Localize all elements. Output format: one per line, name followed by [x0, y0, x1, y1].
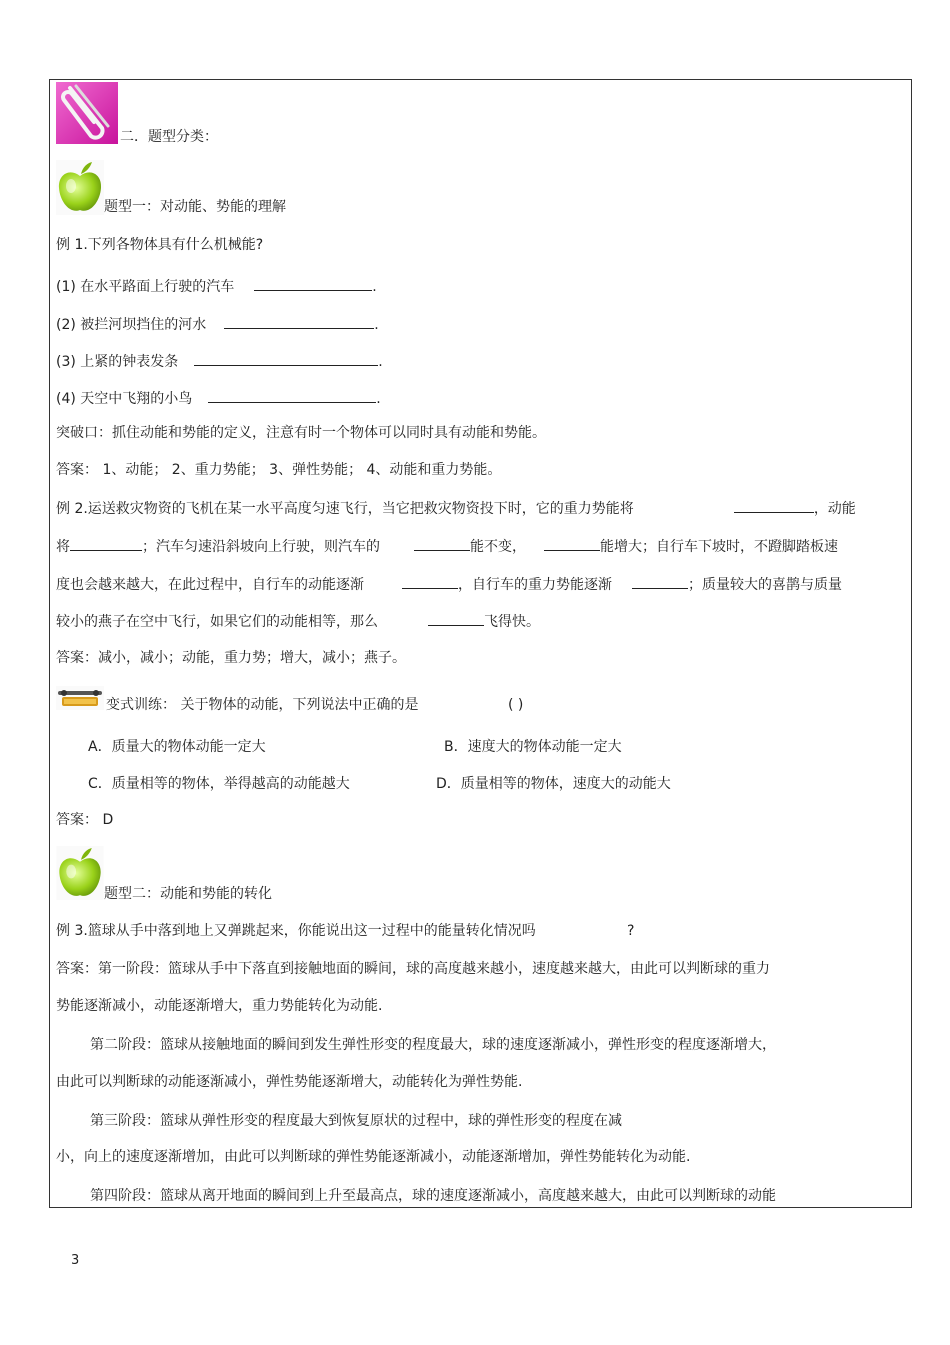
apple-icon [56, 160, 104, 215]
skateboard-icon [56, 686, 104, 710]
answer3-line-4: 由此可以判断球的动能逐渐减小，弹性势能逐渐增大，动能转化为弹性势能. [56, 1074, 523, 1090]
type2-title: 题型二：动能和势能的转化 [104, 886, 272, 902]
answer-1: 答案： 1、动能； 2、重力势能； 3、弹性势能； 4、动能和重力势能。 [56, 462, 502, 478]
type1-title: 题型一：对动能、势能的理解 [104, 199, 286, 215]
answer3-line-2: 势能逐渐减小，动能逐渐增大，重力势能转化为动能. [56, 998, 383, 1014]
option-b: B．速度大的物体动能一定大 [444, 739, 622, 755]
option-c: C．质量相等的物体，举得越高的动能越大 [88, 776, 350, 792]
variant-answer: 答案： D [56, 812, 114, 828]
example1-item-1: (1) 在水平路面上行驶的汽车 . [56, 276, 377, 296]
example2-line-1: 例 2.运送救灾物资的飞机在某一水平高度匀速飞行，当它把救灾物资投下时，它的重力势能将 ，动能 [56, 498, 856, 518]
answer-2: 答案：减小，减小；动能，重力势；增大，减小；燕子。 [56, 650, 406, 666]
answer3-line-6: 小，向上的速度逐渐增加，由此可以判断球的弹性势能逐渐减小，动能逐渐增加，弹性势能转化为动能. [56, 1149, 691, 1165]
paperclip-icon [56, 82, 118, 144]
example3-question: 例 3.篮球从手中落到地上又弹跳起来，你能说出这一过程中的能量转化情况吗 [56, 923, 536, 939]
example2-line-3: 度也会越来越大，在此过程中，自行车的动能逐渐 ，自行车的重力势能逐渐 ；质量较大的喜鹊与质量 [56, 574, 842, 594]
example2-line-2: 将 ；汽车匀速沿斜坡向上行驶，则汽车的 能不变， 能增大；自行车下坡时，不蹬脚踏板速 [56, 536, 838, 556]
example1-question: 例 1.下列各物体具有什么机械能? [56, 237, 264, 253]
breakthrough-text: 突破口：抓住动能和势能的定义，注意有时一个物体可以同时具有动能和势能。 [56, 425, 546, 441]
variant-question: 变式训练： 关于物体的动能，下列说法中正确的是 [106, 697, 419, 713]
answer3-line-7: 第四阶段：篮球从离开地面的瞬间到上升至最高点，球的速度逐渐减小，高度越来越大，由此可以判断球的动能 [90, 1188, 776, 1204]
page-number: 3 [71, 1253, 80, 1268]
example2-line-4: 较小的燕子在空中飞行，如果它们的动能相等，那么 飞得快。 [56, 611, 540, 631]
variant-answer-paren: ( ) [508, 697, 524, 713]
answer3-line-5: 第三阶段：篮球从弹性形变的程度最大到恢复原状的过程中，球的弹性形变的程度在减 [90, 1113, 622, 1129]
example1-item-4: (4) 天空中飞翔的小鸟 . [56, 388, 381, 408]
apple-icon [56, 846, 104, 900]
answer3-line-1: 答案：第一阶段：篮球从手中下落直到接触地面的瞬间，球的高度越来越小，速度越来越大，由此可以判断球的重力 [56, 961, 770, 977]
example1-item-2: (2) 被拦河坝挡住的河水 . [56, 314, 379, 334]
option-a: A．质量大的物体动能一定大 [88, 739, 266, 755]
answer3-line-3: 第二阶段：篮球从接触地面的瞬间到发生弹性形变的程度最大，球的速度逐渐减小，弹性形变的程度逐渐增大， [90, 1037, 776, 1053]
example3-question-mark: ? [627, 923, 635, 939]
option-d: D．质量相等的物体，速度大的动能大 [436, 776, 671, 792]
section-heading: 二．题型分类： [120, 129, 218, 145]
example1-item-3: (3) 上紧的钟表发条 . [56, 351, 383, 371]
